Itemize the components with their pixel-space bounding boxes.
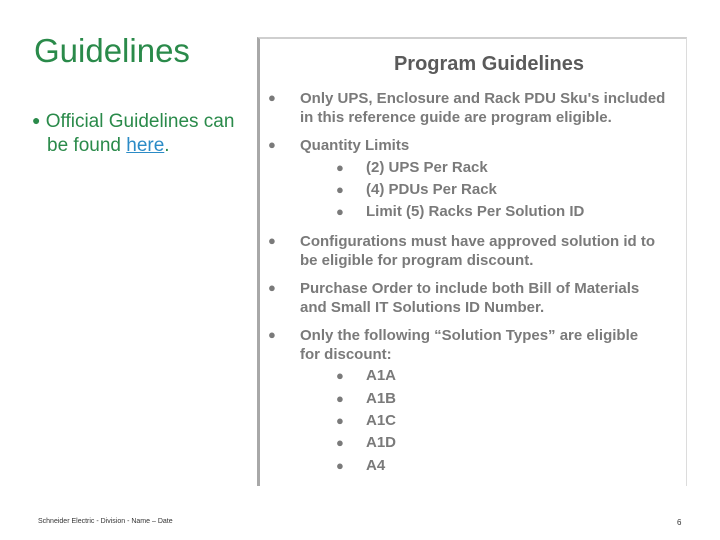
guideline-line: Purchase Order to include both Bill of Materials [300, 280, 640, 297]
guideline-line: for discount: [300, 346, 392, 363]
panel-bullet-icon: ● [268, 280, 276, 295]
panel-title: Program Guidelines [393, 53, 585, 75]
official-guidelines-bullet [32, 108, 257, 158]
sub-item: A1B [366, 390, 397, 407]
bullet-period: . [164, 135, 170, 156]
sub-bullet-icon: ● [336, 204, 344, 219]
sub-bullet-icon: ● [336, 435, 344, 450]
sub-bullet-icon: ● [336, 368, 344, 383]
slide-title: Guidelines [34, 32, 190, 69]
sub-bullet-icon: ● [336, 160, 344, 175]
guideline-line: Only the following “Solution Types” are eligible [300, 327, 639, 344]
sub-item: A1D [366, 434, 397, 451]
footer-text: Schneider Electric - Division - Name – Date [38, 518, 173, 525]
panel-bullet-icon: ● [268, 137, 276, 152]
sub-bullet-icon: ● [336, 182, 344, 197]
panel-bullet-icon: ● [268, 327, 276, 342]
program-guidelines-image [257, 37, 687, 486]
here-link[interactable]: here [126, 135, 165, 156]
bullet-dot-icon: ● [32, 112, 41, 128]
sub-bullet-icon: ● [336, 458, 344, 473]
bullet-text-line1: Official Guidelines can [45, 111, 235, 132]
page-number: 6 [677, 518, 682, 527]
sub-item: (4) PDUs Per Rack [366, 181, 497, 198]
panel-bullet-icon: ● [268, 233, 276, 248]
guideline-line: Quantity Limits [300, 137, 410, 154]
sub-item: (2) UPS Per Rack [366, 159, 488, 176]
guideline-line: be eligible for program discount. [300, 252, 534, 269]
sub-bullet-icon: ● [336, 413, 344, 428]
bullet-text-line2: be found [47, 135, 127, 156]
sub-item: A1C [366, 412, 397, 429]
guideline-line: Only UPS, Enclosure and Rack PDU Sku's included [300, 90, 666, 107]
sub-item: A1A [366, 367, 397, 384]
guideline-line: and Small IT Solutions ID Number. [300, 299, 545, 316]
sub-bullet-icon: ● [336, 391, 344, 406]
guideline-line: Configurations must have approved solution id to [300, 233, 656, 250]
panel-bullet-icon: ● [268, 90, 276, 105]
guideline-line: in this reference guide are program eligible. [300, 109, 612, 126]
sub-item: Limit (5) Racks Per Solution ID [366, 203, 585, 220]
sub-item: A4 [366, 457, 386, 474]
